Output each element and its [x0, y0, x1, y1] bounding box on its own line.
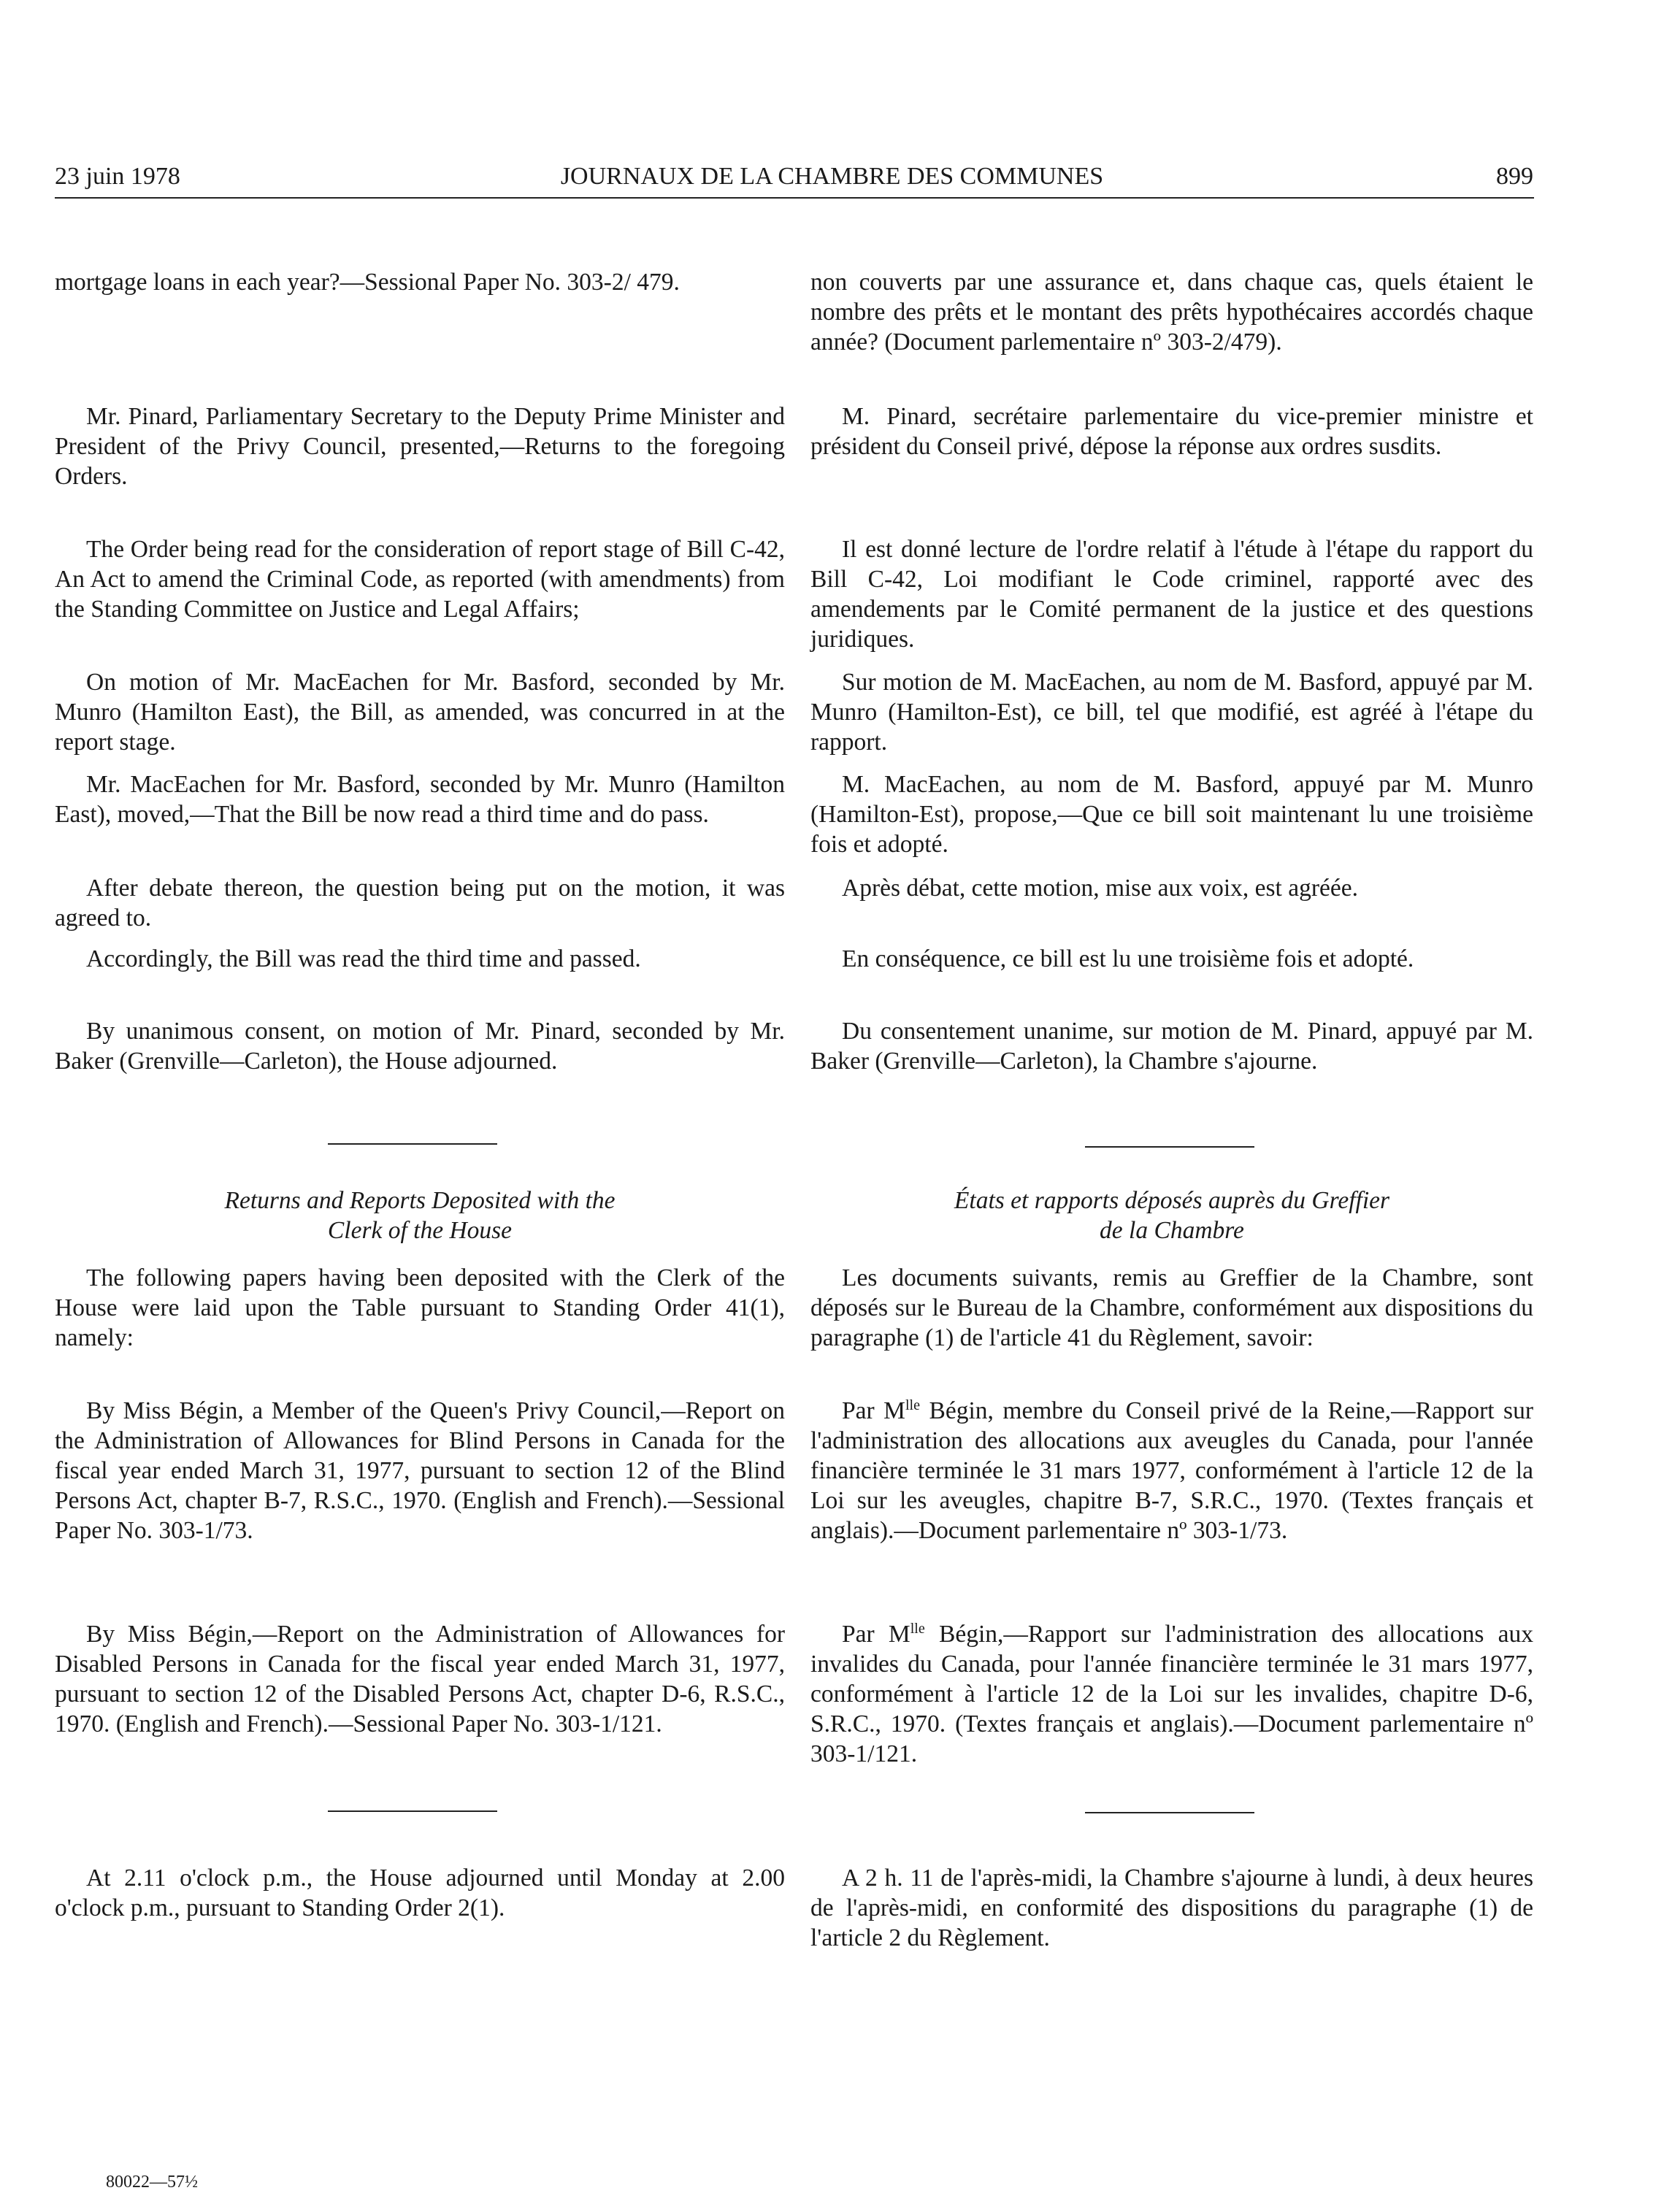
left-separator-1	[328, 1143, 497, 1145]
right-paragraph-11-title: Par M	[842, 1621, 910, 1648]
right-paragraph-6: Après débat, cette motion, mise aux voix, est agréée.	[842, 875, 1358, 902]
right-separator-1	[1085, 1146, 1254, 1148]
left-paragraph-10: By Miss Bégin, a Member of the Queen's Privy Council,—Report on the Administration of Allowances for Blind Persons in Canada for the fiscal year ended March 31, 1977, pursuant to section 12 of the Blind Persons Act, chapter B-7, R.S.C., 1970. (English and French).—Sessional Paper No. 303-1/73.	[55, 1397, 785, 1544]
header-title: JOURNAUX DE LA CHAMBRE DES COMMUNES	[560, 163, 1104, 190]
right-paragraph-2: M. Pinard, secrétaire parlementaire du vice-premier ministre et président du Conseil privé, dépose la réponse aux ordres susdits.	[810, 403, 1533, 460]
right-separator-2	[1085, 1812, 1254, 1813]
left-section-title-line-2: Clerk of the House	[327, 1217, 513, 1244]
left-paragraph-4: On motion of Mr. MacEachen for Mr. Basford, seconded by Mr. Munro (Hamilton East), the Bill, as amended, was concurred in at the report stage.	[55, 669, 785, 756]
left-separator-2	[328, 1810, 497, 1812]
print-code: 80022—57½	[106, 2173, 198, 2192]
right-paragraph-3: Il est donné lecture de l'ordre relatif à l'étude à l'étape du rapport du Bill C-42, Loi modifiant le Code criminel, rapporté avec des amendements par le Comité permanent de la justice et des questions juridiques.	[810, 536, 1533, 653]
right-paragraph-11	[810, 1619, 1533, 1769]
right-section-title-line-1: États et rapports déposés auprès du Greffier	[954, 1187, 1390, 1214]
left-paragraph-2: Mr. Pinard, Parliamentary Secretary to the Deputy Prime Minister and President of the Privy Council, presented,—Returns to the foregoing Orders.	[55, 403, 785, 490]
right-paragraph-7: En conséquence, ce bill est lu une troisième fois et adopté.	[842, 945, 1414, 972]
right-paragraph-5: M. MacEachen, au nom de M. Basford, appuyé par M. Munro (Hamilton-Est), propose,—Que ce bill soit maintenant lu une troisième fois et adopté.	[810, 771, 1533, 858]
page-number: 899	[1496, 163, 1533, 190]
left-paragraph-9: The following papers having been deposited with the Clerk of the House were laid upon the Table pursuant to Standing Order 41(1), namely:	[55, 1264, 785, 1351]
right-paragraph-9: Les documents suivants, remis au Greffier de la Chambre, sont déposés sur le Bureau de la Chambre, conformément aux dispositions du paragraphe (1) de l'article 41 du Règlement, savoir:	[810, 1264, 1533, 1351]
left-paragraph-8: By unanimous consent, on motion of Mr. Pinard, seconded by Mr. Baker (Grenville—Carleton), the House adjourned.	[55, 1018, 785, 1075]
left-section-title	[55, 1186, 785, 1245]
right-paragraph-10-text: Bégin, membre du Conseil privé de la Reine,—Rapport sur l'administration des allocations aux aveugles du Canada, pour l'année financière terminée le 31 mars 1977, conformément à l'article 12 de la Loi sur les aveugles, chapitre B-7, S.R.C., 1970. (Textes français et anglais).—Document parlementaire nº 303-1/73.	[810, 1397, 1533, 1544]
right-paragraph-12: A 2 h. 11 de l'après-midi, la Chambre s'ajourne à lundi, à deux heures de l'après-midi, en conformité des dispositions du paragraphe (1) de l'article 2 du Règlement.	[810, 1865, 1533, 1951]
header-date: 23 juin 1978	[55, 163, 180, 190]
right-paragraph-8: Du consentement unanime, sur motion de M. Pinard, appuyé par M. Baker (Grenville—Carleton), la Chambre s'ajourne.	[810, 1018, 1533, 1075]
right-section-title-line-2: de la Chambre	[1100, 1217, 1244, 1244]
left-paragraph-6: After debate thereon, the question being put on the motion, it was agreed to.	[55, 875, 785, 932]
right-paragraph-10-title: Par M	[842, 1397, 905, 1424]
left-section-title-line-1: Returns and Reports Deposited with the	[224, 1187, 616, 1214]
header-rule	[55, 197, 1534, 199]
left-paragraph-11: By Miss Bégin,—Report on the Administration of Allowances for Disabled Persons in Canada for the fiscal year ended March 31, 1977, pursuant to section 12 of the Disabled Persons Act, chapter D-6, R.S.C., 1970. (English and French).—Sessional Paper No. 303-1/121.	[55, 1621, 785, 1737]
left-paragraph-3: The Order being read for the consideration of report stage of Bill C-42, An Act to amend the Criminal Code, as reported (with amendments) from the Standing Committee on Justice and Legal Affairs;	[55, 536, 785, 623]
right-section-title	[810, 1186, 1533, 1245]
right-paragraph-1: non couverts par une assurance et, dans chaque cas, quels étaient le nombre des prêts et le montant des prêts hypothécaires accordés chaque année? (Document parlementaire nº 303-2/479).	[810, 269, 1533, 356]
left-paragraph-5: Mr. MacEachen for Mr. Basford, seconded by Mr. Munro (Hamilton East), moved,—That the Bill be now read a third time and do pass.	[55, 771, 785, 828]
right-paragraph-10-sup: lle	[905, 1397, 921, 1413]
left-paragraph-1: mortgage loans in each year?—Sessional Paper No. 303-2/ 479.	[55, 269, 680, 296]
right-paragraph-11-sup: lle	[910, 1620, 925, 1637]
right-paragraph-10	[810, 1396, 1533, 1545]
right-paragraph-4: Sur motion de M. MacEachen, au nom de M. Basford, appuyé par M. Munro (Hamilton-Est), ce bill, tel que modifié, est agréé à l'étape du rapport.	[810, 669, 1533, 756]
right-paragraph-11-text: Bégin,—Rapport sur l'administration des allocations aux invalides du Canada, pour l'année financière terminée le 31 mars 1977, conformément à l'article 12 de la Loi sur les invalides, chapitre D-6, S.R.C., 1970. (Textes français et anglais).—Document parlementaire nº 303-1/121.	[810, 1621, 1533, 1767]
left-paragraph-7: Accordingly, the Bill was read the third time and passed.	[86, 945, 641, 972]
left-paragraph-12: At 2.11 o'clock p.m., the House adjourned until Monday at 2.00 o'clock p.m., pursuant to Standing Order 2(1).	[55, 1865, 785, 1921]
